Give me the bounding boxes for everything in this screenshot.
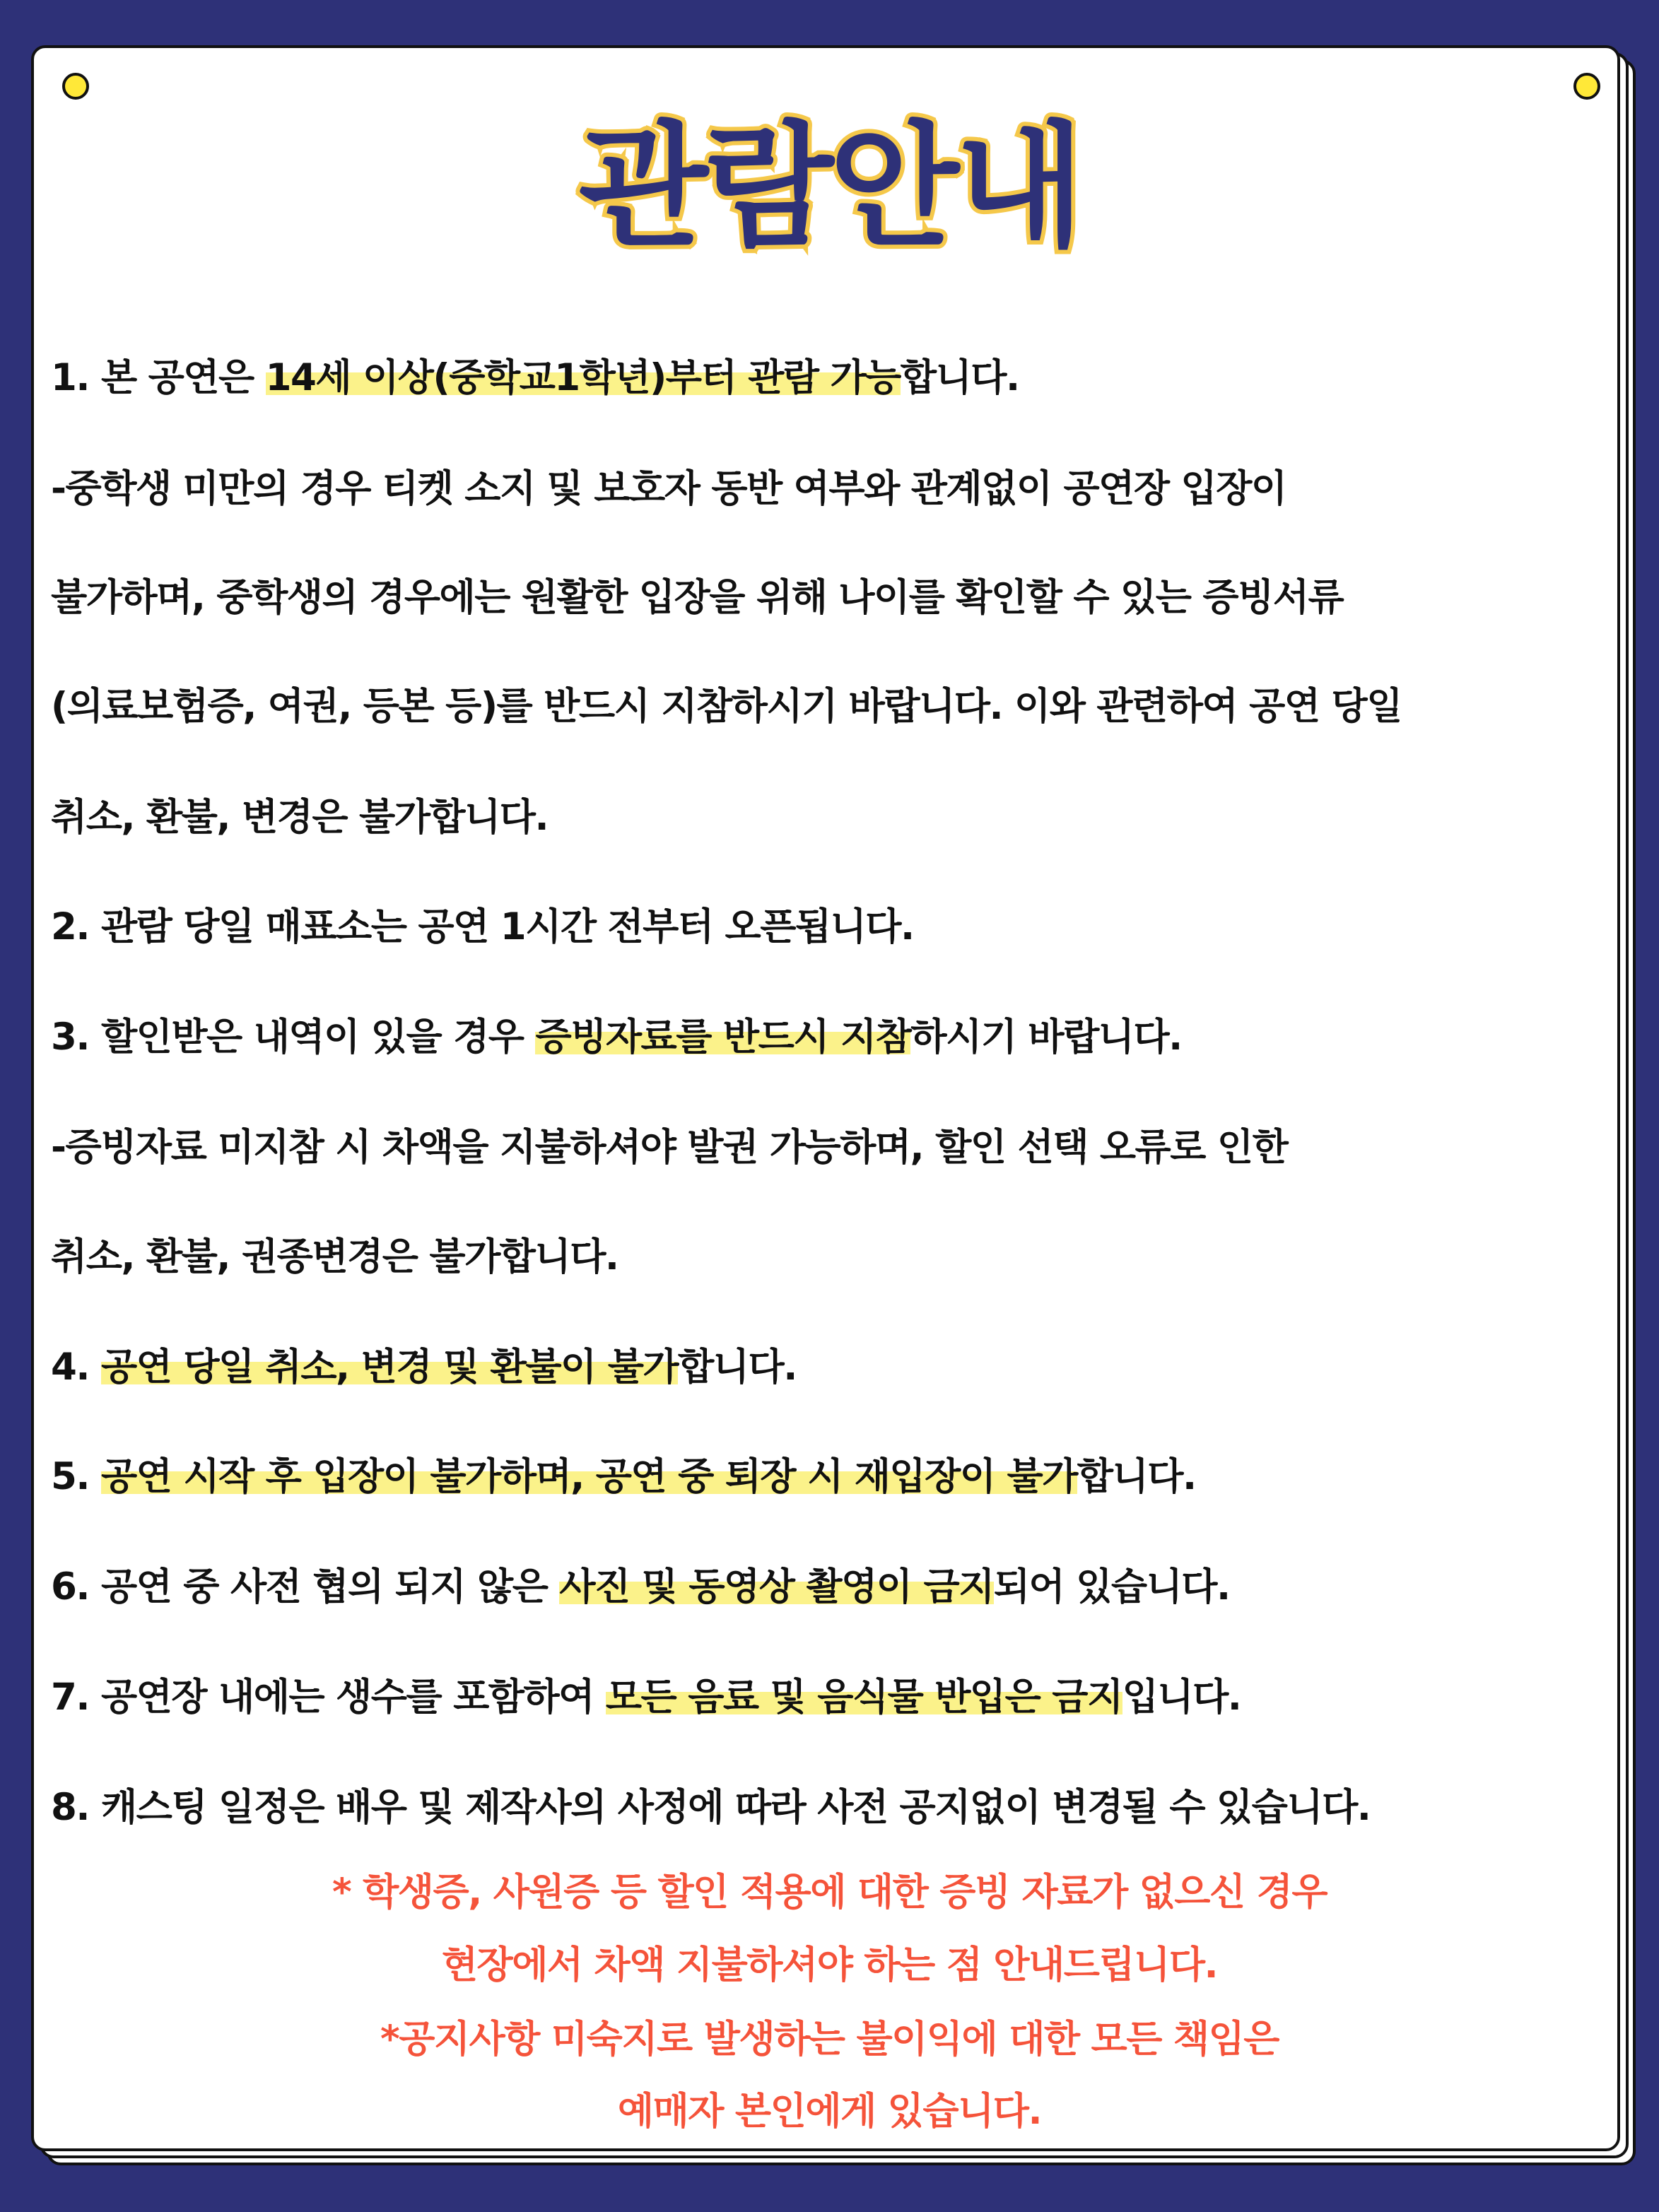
notice-line-12 (51, 1559, 1230, 1616)
line-text: 1. 본 공연은 (51, 356, 266, 399)
line-text: 6. 공연 중 사전 협의 되지 않은 (51, 1565, 560, 1608)
warning-note-1: * 학생증, 사원증 등 할인 적용에 대한 증빙 자료가 없으신 경우 (332, 1871, 1327, 1914)
highlighted-text: 14세 이상(중학교1학년)부터 관람 가능 (265, 356, 901, 399)
notice-line-14 (51, 1779, 1370, 1836)
highlighted-text: 증빙자료를 반드시 지참 (535, 1016, 911, 1059)
line-text: 4. (51, 1346, 101, 1389)
notice-line-11 (51, 1449, 1196, 1505)
notice-line-10 (51, 1339, 797, 1396)
line-text: 하시기 바랍니다. (910, 1016, 1182, 1059)
pin-icon (62, 73, 89, 100)
line-text: 2. 관람 당일 매표소는 공연 1시간 전부터 오픈됩니다. (51, 905, 914, 948)
line-text: 불가하며, 중학생의 경우에는 원활한 입장을 위해 나이를 확인할 수 있는 증빙서류 (51, 576, 1344, 619)
warning-note-2: 현장에서 차액 지불하셔야 하는 점 안내드립니다. (441, 1943, 1218, 1987)
highlighted-text: 공연 시작 후 입장이 불가하며, 공연 중 퇴장 시 재입장이 불가 (100, 1455, 1077, 1498)
notice-line-9 (51, 1229, 619, 1286)
pin-icon (1573, 73, 1600, 100)
line-text: -증빙자료 미지참 시 차액을 지불하셔야 발권 가능하며, 할인 선택 오류로 인한 (51, 1126, 1288, 1169)
highlighted-text: 공연 당일 취소, 변경 및 환불이 불가 (100, 1346, 679, 1389)
line-text: 7. 공연장 내에는 생수를 포함하여 (51, 1676, 606, 1719)
line-text: 합니다. (900, 356, 1019, 399)
line-text: 되어 있습니다. (993, 1565, 1230, 1608)
notice-line-1 (51, 350, 1019, 406)
warning-note-4: 예매자 본인에게 있습니다. (617, 2090, 1042, 2133)
highlighted-text: 모든 음료 및 음식물 반입은 금지 (605, 1676, 1122, 1719)
notice-line-2 (51, 461, 1286, 517)
notice-line-7 (51, 1009, 1182, 1066)
line-text: (의료보험증, 여권, 등본 등)를 반드시 지참하시기 바랍니다. 이와 관련하여 공연 당일 (51, 685, 1402, 728)
notice-line-5 (51, 789, 548, 846)
page-title: 관람안내 (578, 109, 1081, 265)
line-text: 8. 캐스팅 일정은 배우 및 제작사의 사정에 따라 사전 공지없이 변경될 수 있습니다. (51, 1786, 1371, 1829)
notice-line-13 (51, 1669, 1241, 1726)
line-text: 취소, 환불, 변경은 불가합니다. (51, 796, 549, 839)
notice-line-6 (51, 899, 914, 955)
notice-line-8 (51, 1119, 1287, 1176)
warning-note-3: *공지사항 미숙지로 발생하는 불이익에 대한 모든 책임은 (380, 2018, 1279, 2061)
line-text: 입니다. (1122, 1676, 1241, 1719)
notice-line-4 (51, 678, 1402, 735)
line-text: -중학생 미만의 경우 티켓 소지 및 보호자 동반 여부와 관계없이 공연장 입장이 (51, 467, 1286, 510)
line-text: 3. 할인받은 내역이 있을 경우 (51, 1016, 536, 1059)
line-text: 5. (51, 1455, 101, 1498)
line-text: 합니다. (678, 1346, 797, 1389)
highlighted-text: 사진 및 동영상 촬영이 금지 (559, 1565, 994, 1608)
line-text: 합니다. (1077, 1455, 1196, 1498)
line-text: 취소, 환불, 권종변경은 불가합니다. (51, 1235, 619, 1278)
notice-line-3 (51, 570, 1343, 626)
